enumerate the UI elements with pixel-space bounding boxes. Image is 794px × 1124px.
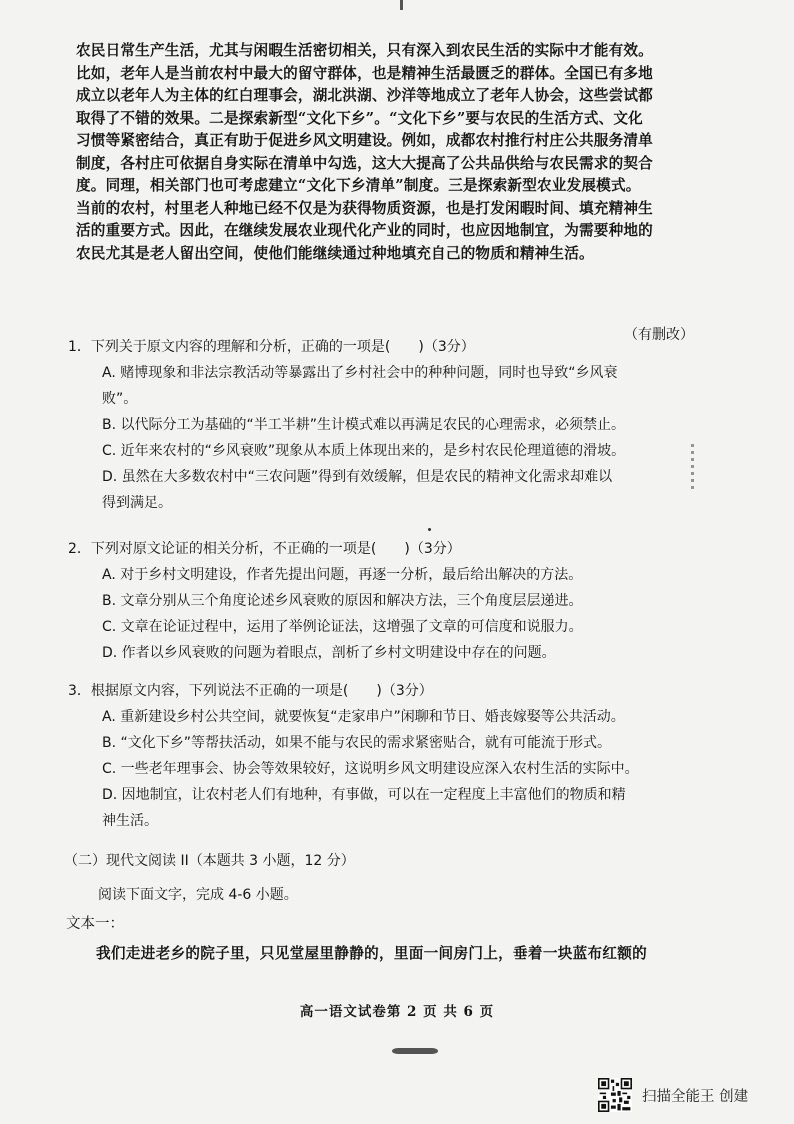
question-1: [68, 334, 694, 516]
option-text: D. 因地制宜，让农村老人们有地种，有事做，可以在一定程度上丰富他们的物质和精: [102, 787, 626, 803]
passage-line: 制度，各村庄可依据自身实际在清单中勾选，这大大提高了公共品供给与农民需求的契合: [76, 154, 653, 172]
answer-option-a: [68, 562, 694, 588]
option-text: D. 虽然在大多数农村中“三农问题”得到有效缓解，但是农民的精神文化需求却难以: [102, 469, 613, 485]
option-text: 得到满足。: [102, 495, 172, 511]
question-2: [68, 536, 694, 666]
reading-instruction: 阅读下面文字，完成 4-6 小题。: [98, 887, 298, 903]
passage-line: 取得了不错的效果。二是探索新型“文化下乡”。“文化下乡”要与农民的生活方式、文化: [76, 109, 643, 127]
passage-line: 比如，老年人是当前农村中最大的留守群体，也是精神生活最匮乏的群体。全国已有多地: [76, 64, 653, 82]
passage-line: 当前的农村，村里老人种地已经不仅是为获得物质资源，也是打发闲暇时间、填充精神生: [76, 199, 653, 217]
answer-option-b: [68, 730, 694, 756]
answer-option-a: [68, 704, 694, 730]
answer-option-c: [68, 756, 694, 782]
option-text: A. 对于乡村文明建设，作者先提出问题，再逐一分析，最后给出解决的方法。: [102, 567, 583, 583]
source-note: （有删改）: [624, 327, 694, 343]
page-footer: 高一语文试卷第 2 页 共 6 页: [299, 1004, 495, 1020]
section-heading: （二）现代文阅读 II（本题共 3 小题，12 分）: [64, 853, 355, 869]
answer-option-b: [68, 412, 694, 438]
answer-option-b: [68, 588, 694, 614]
answer-option-d: [68, 464, 694, 516]
option-text: C. 一些老年理事会、协会等效果较好，这说明乡风文明建设应深入农村生活的实际中。: [102, 761, 639, 777]
question-stem: 1．下列关于原文内容的理解和分析，正确的一项是( )（3分）: [68, 339, 475, 355]
answer-option-d: [68, 640, 694, 666]
passage-line: 度。同理，相关部门也可考虑建立“文化下乡清单”制度。三是探索新型农业发展模式。: [76, 177, 641, 194]
option-text: 败”。: [102, 391, 138, 407]
option-text: C. 文章在论证过程中，运用了举例论证法，这增强了文章的可信度和说服力。: [102, 619, 583, 635]
reading-passage: [76, 40, 686, 265]
scanner-watermark: [598, 1077, 748, 1113]
question-stem: 3．根据原文内容，下列说法不正确的一项是( )（3分）: [68, 683, 433, 699]
answer-option-d: [68, 782, 694, 834]
passage-line: 习惯等紧密结合，真正有助于促进乡风文明建设。例如，成都农村推行村庄公共服务清单: [76, 132, 653, 149]
option-text: B. 文章分别从三个角度论述乡风衰败的原因和解决方法，三个角度层层递进。: [102, 593, 583, 609]
option-text: D. 作者以乡风衰败的问题为着眼点，剖析了乡村文明建设中存在的问题。: [102, 645, 556, 661]
scan-edge-marks: [691, 444, 694, 490]
qr-code-icon: [598, 1078, 632, 1112]
scan-dot: [428, 528, 431, 531]
option-text: A. 赌博现象和非法宗教活动等暴露出了乡村社会中的种种问题，同时也导致“乡风衰: [102, 365, 618, 381]
passage-line: 成立以老年人为主体的红白理事会，湖北洪湖、沙洋等地成立了老年人协会，这些尝试都: [76, 87, 653, 104]
scan-smudge: [392, 1048, 438, 1054]
watermark-label: 扫描全能王 创建: [642, 1088, 749, 1105]
question-3: [68, 678, 694, 834]
scan-mark: [400, 0, 403, 10]
passage-line: 活的重要方式。因此，在继续发展农业现代化产业的同时，也应因地制宜，为需要种地的: [76, 222, 653, 239]
option-text: 神生活。: [102, 813, 158, 829]
option-text: C. 近年来农村的“乡风衰败”现象从本质上体现出来的，是乡村农民伦理道德的滑坡。: [102, 443, 626, 459]
passage-line: 农民日常生产生活，尤其与闲暇生活密切相关，只有深入到农民生活的实际中才能有效。: [76, 42, 653, 59]
passage-line: 农民尤其是老人留出空间，使他们能继续通过种地填充自己的物质和精神生活。: [76, 244, 594, 262]
answer-option-c: [68, 614, 694, 640]
question-stem: 2．下列对原文论证的相关分析，不正确的一项是( )（3分）: [68, 541, 461, 557]
text-one-heading: 文本一：: [66, 916, 124, 932]
answer-option-a: [68, 360, 694, 412]
option-text: B. 以代际分工为基础的“半工半耕”生计模式难以再满足农民的心理需求，必须禁止。: [102, 417, 626, 433]
option-text: B. “文化下乡”等帮扶活动，如果不能与农民的需求紧密贴合，就有可能流于形式。: [102, 735, 612, 751]
option-text: A. 重新建设乡村公共空间，就要恢复“走家串户”闲聊和节日、婚丧嫁娶等公共活动。: [102, 709, 625, 725]
text-one-first-line: 我们走进老乡的院子里，只见堂屋里静静的，里面一间房门上，垂着一块蓝布红额的: [96, 945, 648, 962]
answer-option-c: [68, 438, 694, 464]
